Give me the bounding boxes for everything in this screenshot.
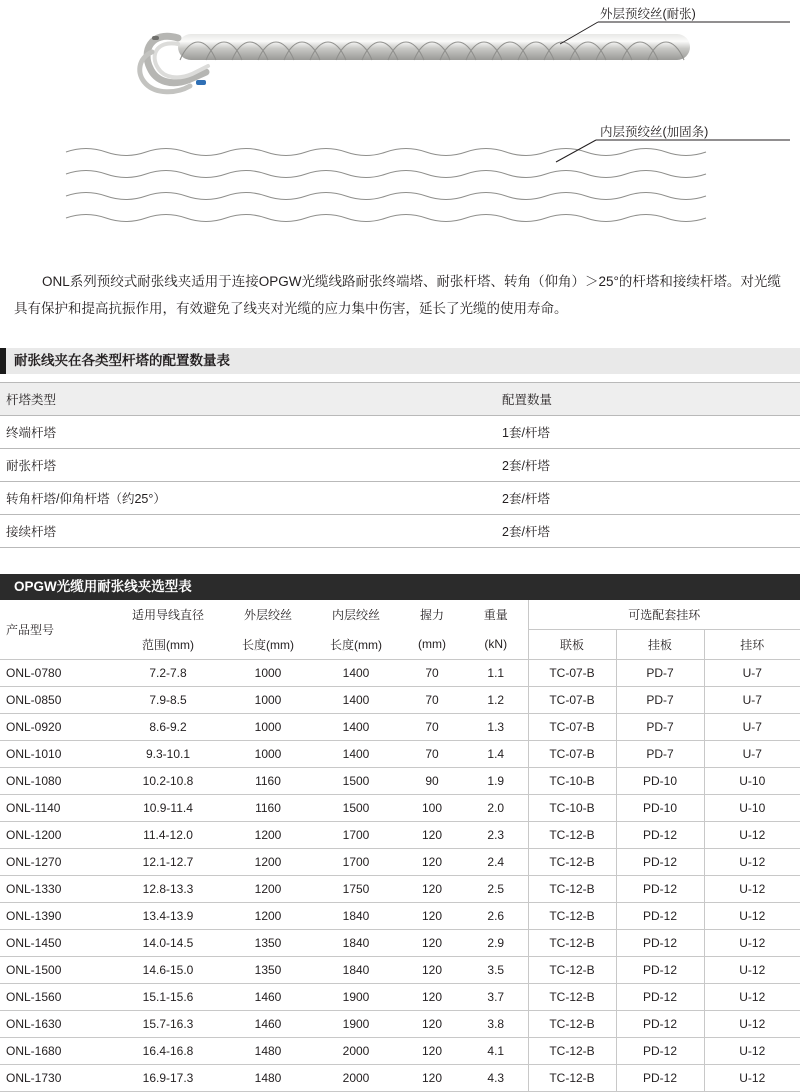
cell-hanging-plate: PD-7 [616,687,704,714]
cell-quantity: 2套/杆塔 [496,482,800,515]
cell-weight: 2.0 [464,795,528,822]
cell-hanging-plate: PD-12 [616,822,704,849]
cell-weight: 3.7 [464,984,528,1011]
cell-grip: 100 [400,795,464,822]
cell-quantity: 1套/杆塔 [496,416,800,449]
cell-grip: 90 [400,768,464,795]
cell-outer-length: 1200 [224,876,312,903]
cell-model: ONL-1140 [0,795,112,822]
selection-table-head [0,600,800,660]
cell-outer-length: 1200 [224,822,312,849]
selection-table-body [0,660,800,1092]
cell-outer-length: 1160 [224,768,312,795]
cell-shackle: U-10 [704,768,800,795]
cell-weight: 1.4 [464,741,528,768]
cell-diameter: 14.6-15.0 [112,957,224,984]
cell-yoke-plate: TC-07-B [528,714,616,741]
cell-grip: 120 [400,1011,464,1038]
table-row [0,1011,800,1038]
outer-armor-rod [140,34,690,92]
col-header-diameter: 适用导线直径 [131,608,204,623]
callout-inner-label: 内层预绞丝(加固条) [600,125,709,139]
table-row [0,903,800,930]
cell-yoke-plate: TC-10-B [528,768,616,795]
quantity-table [0,382,800,548]
cell-shackle: U-12 [704,984,800,1011]
cell-inner-length: 1400 [312,741,400,768]
quantity-table-body [0,416,800,548]
cell-inner-length: 2000 [312,1065,400,1092]
cell-diameter: 15.1-15.6 [112,984,224,1011]
cell-outer-length: 1200 [224,849,312,876]
cell-grip: 120 [400,930,464,957]
cell-weight: 1.1 [464,660,528,687]
cell-yoke-plate: TC-10-B [528,795,616,822]
cell-hanging-plate: PD-7 [616,714,704,741]
cell-diameter: 7.2-7.8 [112,660,224,687]
cell-diameter: 16.4-16.8 [112,1038,224,1065]
col-header-outer-length: 外层绞丝 [243,608,292,623]
col-header-grip: 握力 [419,608,444,623]
cell-hanging-plate: PD-12 [616,984,704,1011]
cell-inner-length: 1750 [312,876,400,903]
col-header-tower-type: 杆塔类型 [0,383,496,416]
col-subheader-outer-length: 长度(mm) [224,630,312,660]
table-row [0,687,800,714]
cell-quantity: 2套/杆塔 [496,515,800,548]
cell-yoke-plate: TC-12-B [528,903,616,930]
cell-shackle: U-12 [704,822,800,849]
cell-diameter: 11.4-12.0 [112,822,224,849]
cell-outer-length: 1200 [224,903,312,930]
cell-shackle: U-12 [704,1038,800,1065]
cell-inner-length: 1840 [312,903,400,930]
table-header-row-1 [0,600,800,630]
cell-inner-length: 1840 [312,957,400,984]
cell-inner-length: 1400 [312,714,400,741]
cell-yoke-plate: TC-12-B [528,849,616,876]
cell-diameter: 12.8-13.3 [112,876,224,903]
col-subheader-diameter-range: 范围(mm) [112,630,224,660]
table-row [0,449,800,482]
cell-diameter: 9.3-10.1 [112,741,224,768]
cell-inner-length: 1400 [312,660,400,687]
col-header-quantity: 配置数量 [496,383,800,416]
col-subheader-hanging-plate: 挂板 [616,630,704,660]
table-row [0,984,800,1011]
cell-diameter: 15.7-16.3 [112,1011,224,1038]
cell-outer-length: 1000 [224,687,312,714]
cell-shackle: U-7 [704,714,800,741]
cell-grip: 120 [400,903,464,930]
cell-inner-length: 1400 [312,687,400,714]
cell-diameter: 10.2-10.8 [112,768,224,795]
cell-outer-length: 1350 [224,930,312,957]
cell-outer-length: 1350 [224,957,312,984]
cell-shackle: U-12 [704,930,800,957]
cell-hanging-plate: PD-12 [616,876,704,903]
table-row [0,416,800,449]
intro-paragraph: ONL系列预绞式耐张线夹适用于连接OPGW光缆线路耐张终端塔、耐张杆塔、转角（仰角）＞25°的杆塔和接续杆塔。对光缆具有保护和提高抗振作用，有效避免了线夹对光缆的应力集中伤害，延长了光缆的使用寿命。 [14,274,781,316]
cell-shackle: U-12 [704,849,800,876]
table-row [0,768,800,795]
table-row [0,795,800,822]
cell-diameter: 16.9-17.3 [112,1065,224,1092]
cell-shackle: U-12 [704,1065,800,1092]
cell-model: ONL-1390 [0,903,112,930]
col-header-weight: 重量 [483,608,508,623]
table-row [0,741,800,768]
cell-hanging-plate: PD-10 [616,795,704,822]
product-illustration [0,0,800,250]
cell-shackle: U-10 [704,795,800,822]
cell-grip: 120 [400,849,464,876]
cell-model: ONL-1730 [0,1065,112,1092]
cell-model: ONL-1200 [0,822,112,849]
cell-inner-length: 1500 [312,795,400,822]
cell-weight: 3.8 [464,1011,528,1038]
cell-weight: 4.3 [464,1065,528,1092]
cell-diameter: 7.9-8.5 [112,687,224,714]
col-subheader-yoke-plate: 联板 [528,630,616,660]
cell-inner-length: 1900 [312,984,400,1011]
cell-grip: 120 [400,876,464,903]
col-header-model: 产品型号 [0,600,112,660]
col-subheader-inner-length: 长度(mm) [312,630,400,660]
cell-hanging-plate: PD-12 [616,1065,704,1092]
cell-outer-length: 1000 [224,714,312,741]
cell-inner-length: 1700 [312,822,400,849]
cell-shackle: U-12 [704,1011,800,1038]
cell-weight: 3.5 [464,957,528,984]
cell-yoke-plate: TC-12-B [528,957,616,984]
table-row [0,849,800,876]
cell-weight: 2.4 [464,849,528,876]
cell-diameter: 12.1-12.7 [112,849,224,876]
cell-model: ONL-1450 [0,930,112,957]
cell-hanging-plate: PD-12 [616,1038,704,1065]
cell-model: ONL-1630 [0,1011,112,1038]
cell-model: ONL-1500 [0,957,112,984]
table-row [0,1065,800,1092]
cell-model: ONL-1270 [0,849,112,876]
cell-diameter: 8.6-9.2 [112,714,224,741]
cell-shackle: U-7 [704,687,800,714]
inner-reinforcing-rods [66,149,710,222]
cell-weight: 2.6 [464,903,528,930]
table-row [0,957,800,984]
cell-tower-type: 耐张杆塔 [0,449,496,482]
cell-diameter: 10.9-11.4 [112,795,224,822]
selection-table [0,600,800,1092]
cell-model: ONL-1010 [0,741,112,768]
cell-grip: 120 [400,1065,464,1092]
col-header-fittings: 可选配套挂环 [528,600,800,630]
cell-model: ONL-1080 [0,768,112,795]
cell-model: ONL-1330 [0,876,112,903]
cell-tower-type: 终端杆塔 [0,416,496,449]
cell-yoke-plate: TC-12-B [528,1065,616,1092]
cell-yoke-plate: TC-07-B [528,687,616,714]
cell-weight: 1.9 [464,768,528,795]
cell-model: ONL-0920 [0,714,112,741]
table-row [0,1038,800,1065]
cell-hanging-plate: PD-12 [616,849,704,876]
cell-shackle: U-12 [704,876,800,903]
cell-grip: 70 [400,741,464,768]
cell-inner-length: 1840 [312,930,400,957]
cell-grip: 70 [400,687,464,714]
cell-grip: 120 [400,984,464,1011]
cell-tower-type: 转角杆塔/仰角杆塔（约25°） [0,482,496,515]
cell-model: ONL-0780 [0,660,112,687]
cell-shackle: U-12 [704,903,800,930]
cell-outer-length: 1460 [224,984,312,1011]
cell-grip: 70 [400,660,464,687]
cell-hanging-plate: PD-12 [616,903,704,930]
cell-grip: 70 [400,714,464,741]
cell-diameter: 13.4-13.9 [112,903,224,930]
col-subheader-shackle: 挂环 [704,630,800,660]
cell-yoke-plate: TC-12-B [528,1011,616,1038]
cell-outer-length: 1460 [224,1011,312,1038]
cell-yoke-plate: TC-12-B [528,822,616,849]
table-row [0,482,800,515]
cell-weight: 1.3 [464,714,528,741]
col-subheader-weight-unit: (kN) [464,630,528,660]
col-subheader-grip-unit: (mm) [400,630,464,660]
cell-hanging-plate: PD-7 [616,660,704,687]
cell-outer-length: 1480 [224,1065,312,1092]
cell-hanging-plate: PD-12 [616,930,704,957]
cell-shackle: U-7 [704,741,800,768]
cell-inner-length: 1900 [312,1011,400,1038]
cell-model: ONL-1560 [0,984,112,1011]
cell-outer-length: 1000 [224,660,312,687]
cell-yoke-plate: TC-07-B [528,741,616,768]
cell-hanging-plate: PD-12 [616,957,704,984]
cell-shackle: U-12 [704,957,800,984]
table-row [0,930,800,957]
table-row [0,822,800,849]
table-row [0,660,800,687]
cell-inner-length: 2000 [312,1038,400,1065]
cell-grip: 120 [400,822,464,849]
cell-hanging-plate: PD-7 [616,741,704,768]
callout-outer-label: 外层预绞丝(耐张) [600,7,696,21]
cell-model: ONL-1680 [0,1038,112,1065]
table-header-row-2 [0,630,800,660]
cell-hanging-plate: PD-12 [616,1011,704,1038]
cell-inner-length: 1500 [312,768,400,795]
section-header-selection-table: OPGW光缆用耐张线夹选型表 [0,574,800,600]
cell-outer-length: 1160 [224,795,312,822]
cell-yoke-plate: TC-12-B [528,930,616,957]
cell-tower-type: 接续杆塔 [0,515,496,548]
col-header-inner-length: 内层绞丝 [331,608,380,623]
cell-yoke-plate: TC-12-B [528,984,616,1011]
cell-hanging-plate: PD-10 [616,768,704,795]
table-row [0,714,800,741]
cell-shackle: U-7 [704,660,800,687]
cell-grip: 120 [400,957,464,984]
table-row [0,876,800,903]
table-header-row [0,383,800,416]
cell-yoke-plate: TC-12-B [528,876,616,903]
table-row [0,515,800,548]
cell-weight: 4.1 [464,1038,528,1065]
section-header-quantity-table: 耐张线夹在各类型杆塔的配置数量表 [0,348,800,374]
cell-weight: 1.2 [464,687,528,714]
cell-outer-length: 1000 [224,741,312,768]
cell-weight: 2.9 [464,930,528,957]
cell-weight: 2.5 [464,876,528,903]
cell-inner-length: 1700 [312,849,400,876]
cell-outer-length: 1480 [224,1038,312,1065]
cell-model: ONL-0850 [0,687,112,714]
cell-diameter: 14.0-14.5 [112,930,224,957]
cell-yoke-plate: TC-07-B [528,660,616,687]
cell-weight: 2.3 [464,822,528,849]
cell-grip: 120 [400,1038,464,1065]
cell-yoke-plate: TC-12-B [528,1038,616,1065]
cell-quantity: 2套/杆塔 [496,449,800,482]
